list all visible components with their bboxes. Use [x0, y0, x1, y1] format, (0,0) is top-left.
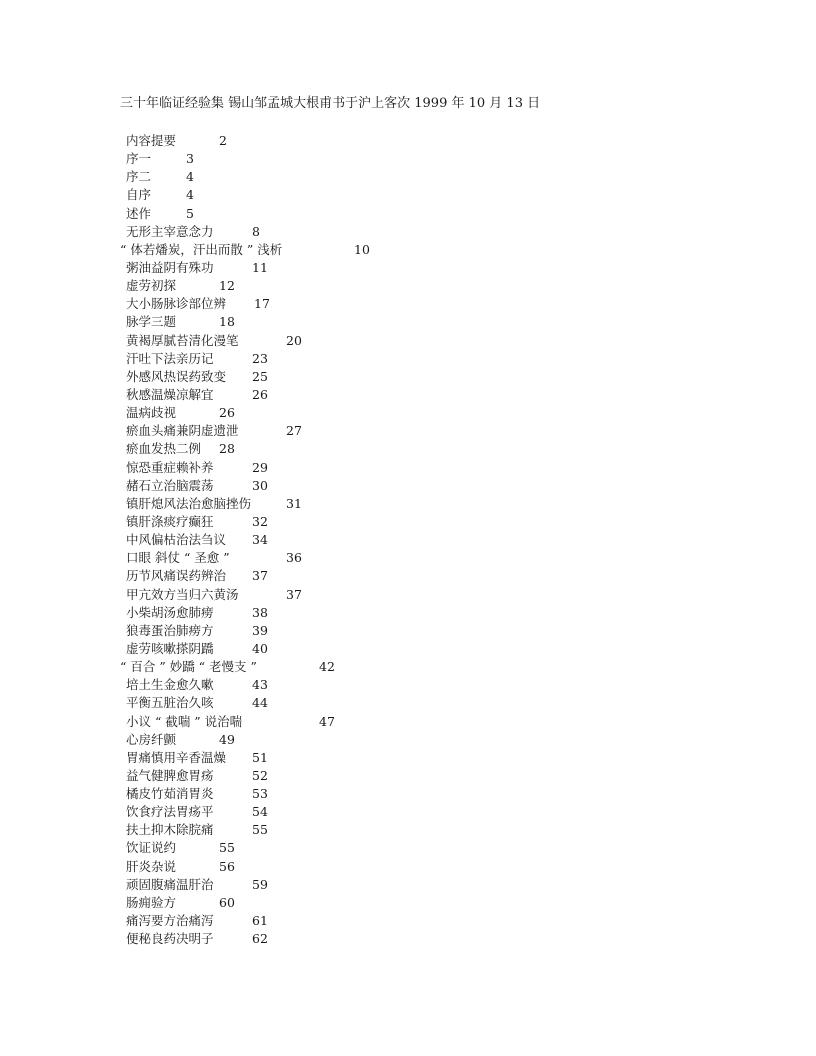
- toc-entry: [0, 459, 816, 477]
- toc-entry-page-number: 3: [186, 151, 194, 167]
- toc-entry: [0, 586, 816, 604]
- toc-entry: [0, 477, 816, 495]
- toc-entry-title: “ 体若燔炭，汗出而散 ” 浅析: [120, 241, 283, 257]
- toc-entry: [0, 205, 816, 223]
- toc-entry-page-number: 11: [252, 259, 268, 275]
- toc-entry-page-number: 17: [254, 296, 270, 312]
- toc-entry-page-number: 10: [354, 241, 370, 257]
- toc-entry: [0, 368, 816, 386]
- toc-entry-page-number: 60: [219, 894, 235, 910]
- toc-entry: [0, 495, 816, 513]
- toc-entry-page-number: 56: [219, 858, 235, 874]
- toc-entry-title: 饮食疗法胃疡平: [126, 804, 214, 820]
- toc-entry-title: 饮证说约: [126, 840, 177, 856]
- toc-entry-title: 脉学三题: [126, 314, 177, 330]
- toc-entry: [0, 531, 816, 549]
- toc-entry: [0, 386, 816, 404]
- toc-entry: [0, 858, 816, 876]
- toc-entry-page-number: 55: [219, 840, 235, 856]
- toc-entry: [0, 150, 816, 168]
- toc-entry-page-number: 49: [219, 731, 235, 747]
- toc-entry: [0, 803, 816, 821]
- toc-entry-title: 虚劳初探: [126, 278, 177, 294]
- table-of-contents: [0, 132, 816, 948]
- toc-entry: [0, 785, 816, 803]
- toc-entry-title: 心房纤颤: [126, 731, 177, 747]
- toc-entry-title: 扶土抑木除脘痛: [126, 822, 214, 838]
- toc-entry: [0, 567, 816, 585]
- toc-entry-page-number: 26: [252, 386, 268, 402]
- toc-entry-page-number: 38: [252, 604, 268, 620]
- toc-entry-title: 肝炎杂说: [126, 858, 177, 874]
- toc-entry-title: 虚劳咳嗽搽阴蹻: [126, 640, 214, 656]
- toc-entry-title: 大小肠脉诊部位辨: [126, 296, 227, 312]
- toc-entry: [0, 821, 816, 839]
- toc-entry-page-number: 20: [286, 332, 302, 348]
- toc-entry-title: 培土生金愈久嗽: [126, 677, 214, 693]
- toc-entry: [0, 513, 816, 531]
- toc-entry-page-number: 23: [252, 350, 268, 366]
- toc-entry-title: 序二: [126, 169, 152, 185]
- toc-entry-title: 瘀血发热二例: [126, 441, 202, 457]
- toc-entry-page-number: 37: [252, 568, 268, 584]
- toc-entry-page-number: 4: [186, 187, 194, 203]
- toc-entry: [0, 277, 816, 295]
- toc-entry-title: 瘀血头痛兼阴虚遗泄: [126, 423, 239, 439]
- toc-entry-page-number: 47: [319, 713, 335, 729]
- toc-entry-title: 镇肝涤痰疗癫狂: [126, 513, 214, 529]
- toc-entry: [0, 713, 816, 731]
- toc-entry-title: 小议 “ 截喘 ” 说治喘: [126, 713, 243, 729]
- toc-entry: [0, 350, 816, 368]
- toc-entry-title: 甲亢效方当归六黄汤: [126, 586, 239, 602]
- document-header: 三十年临证经验集 锡山邹孟城大根甫书于沪上客次 1999 年 10 月 13 日: [120, 96, 541, 111]
- toc-entry: [0, 622, 816, 640]
- toc-entry-page-number: 12: [219, 278, 235, 294]
- toc-entry-page-number: 29: [252, 459, 268, 475]
- toc-entry-title: 黄褐厚腻苔清化漫笔: [126, 332, 239, 348]
- toc-entry-title: 外感风热误药致变: [126, 368, 227, 384]
- toc-entry-page-number: 25: [252, 368, 268, 384]
- toc-entry-page-number: 27: [286, 423, 302, 439]
- toc-entry-page-number: 51: [252, 749, 268, 765]
- toc-entry-page-number: 5: [186, 205, 194, 221]
- toc-entry: [0, 332, 816, 350]
- toc-entry: [0, 168, 816, 186]
- toc-entry: [0, 731, 816, 749]
- toc-entry-page-number: 53: [252, 786, 268, 802]
- toc-entry: [0, 912, 816, 930]
- toc-entry-title: 中风偏枯治法刍议: [126, 532, 227, 548]
- toc-entry-page-number: 39: [252, 622, 268, 638]
- toc-entry-title: 无形主宰意念力: [126, 223, 214, 239]
- toc-entry-page-number: 28: [219, 441, 235, 457]
- toc-entry: [0, 839, 816, 857]
- toc-entry: [0, 223, 816, 241]
- toc-entry: [0, 894, 816, 912]
- toc-entry-title: 口眼 斜仗 “ 圣愈 ”: [126, 550, 230, 566]
- toc-entry-page-number: 30: [252, 477, 268, 493]
- toc-entry-page-number: 59: [252, 876, 268, 892]
- toc-entry-title: 粥油益阴有殊功: [126, 259, 214, 275]
- toc-entry-page-number: 37: [286, 586, 302, 602]
- toc-entry-title: 温病歧视: [126, 405, 177, 421]
- toc-entry: [0, 440, 816, 458]
- toc-entry-title: “ 百合 ” 妙蹻 “ 老慢支 ”: [120, 659, 257, 675]
- toc-entry-title: 小柴胡汤愈肺痨: [126, 604, 214, 620]
- toc-entry: [0, 694, 816, 712]
- toc-entry-page-number: 40: [252, 640, 268, 656]
- toc-entry-page-number: 34: [252, 532, 268, 548]
- toc-entry-page-number: 26: [219, 405, 235, 421]
- toc-entry-title: 胃痛慎用辛香温燥: [126, 749, 227, 765]
- toc-entry: [0, 313, 816, 331]
- toc-entry-title: 痛泻要方治痛泻: [126, 913, 214, 929]
- toc-entry-page-number: 36: [286, 550, 302, 566]
- toc-entry-title: 益气健脾愈胃疡: [126, 767, 214, 783]
- toc-entry: [0, 604, 816, 622]
- toc-entry-page-number: 54: [252, 804, 268, 820]
- toc-entry-page-number: 4: [186, 169, 194, 185]
- toc-entry-page-number: 62: [252, 931, 268, 947]
- toc-entry-page-number: 32: [252, 513, 268, 529]
- toc-entry-page-number: 2: [219, 133, 227, 148]
- toc-entry-title: 序一: [126, 151, 152, 167]
- toc-entry: [0, 930, 816, 948]
- toc-entry-page-number: 43: [252, 677, 268, 693]
- toc-entry: [0, 186, 816, 204]
- toc-entry-title: 橘皮竹茹消胃炎: [126, 786, 214, 802]
- toc-entry: [0, 241, 816, 259]
- toc-entry-page-number: 8: [252, 223, 260, 239]
- toc-entry-title: 历节风痛误药辨治: [126, 568, 227, 584]
- toc-entry-page-number: 44: [252, 695, 268, 711]
- toc-entry-title: 内容提要: [126, 133, 177, 148]
- toc-entry-title: 肠痈验方: [126, 894, 177, 910]
- toc-entry: [0, 132, 816, 150]
- toc-entry-title: 惊恐重症赖补养: [126, 459, 214, 475]
- toc-entry-page-number: 55: [252, 822, 268, 838]
- toc-entry: [0, 676, 816, 694]
- toc-entry-page-number: 61: [252, 913, 268, 929]
- toc-entry: [0, 422, 816, 440]
- toc-entry-title: 汗吐下法亲历记: [126, 350, 214, 366]
- toc-entry-title: 镇肝熄风法治愈脑挫伤: [126, 495, 252, 511]
- toc-entry-page-number: 31: [286, 495, 302, 511]
- toc-entry: [0, 876, 816, 894]
- toc-entry: [0, 549, 816, 567]
- toc-entry-title: 平衡五脏治久咳: [126, 695, 214, 711]
- toc-entry: [0, 767, 816, 785]
- toc-entry-page-number: 42: [319, 659, 335, 675]
- toc-entry-title: 述作: [126, 205, 152, 221]
- toc-entry: [0, 404, 816, 422]
- toc-entry-title: 赭石立治脑震荡: [126, 477, 214, 493]
- toc-entry: [0, 295, 816, 313]
- toc-entry: [0, 749, 816, 767]
- toc-entry-page-number: 18: [219, 314, 235, 330]
- toc-entry-title: 自序: [126, 187, 152, 203]
- toc-entry-page-number: 52: [252, 767, 268, 783]
- toc-entry-title: 顽固腹痛温肝治: [126, 876, 214, 892]
- toc-entry-title: 便秘良药决明子: [126, 931, 214, 947]
- toc-entry-title: 狼毒蛋治肺痨方: [126, 622, 214, 638]
- toc-entry: [0, 259, 816, 277]
- toc-entry: [0, 658, 816, 676]
- toc-entry-title: 秋感温燥凉解宜: [126, 386, 214, 402]
- toc-entry: [0, 640, 816, 658]
